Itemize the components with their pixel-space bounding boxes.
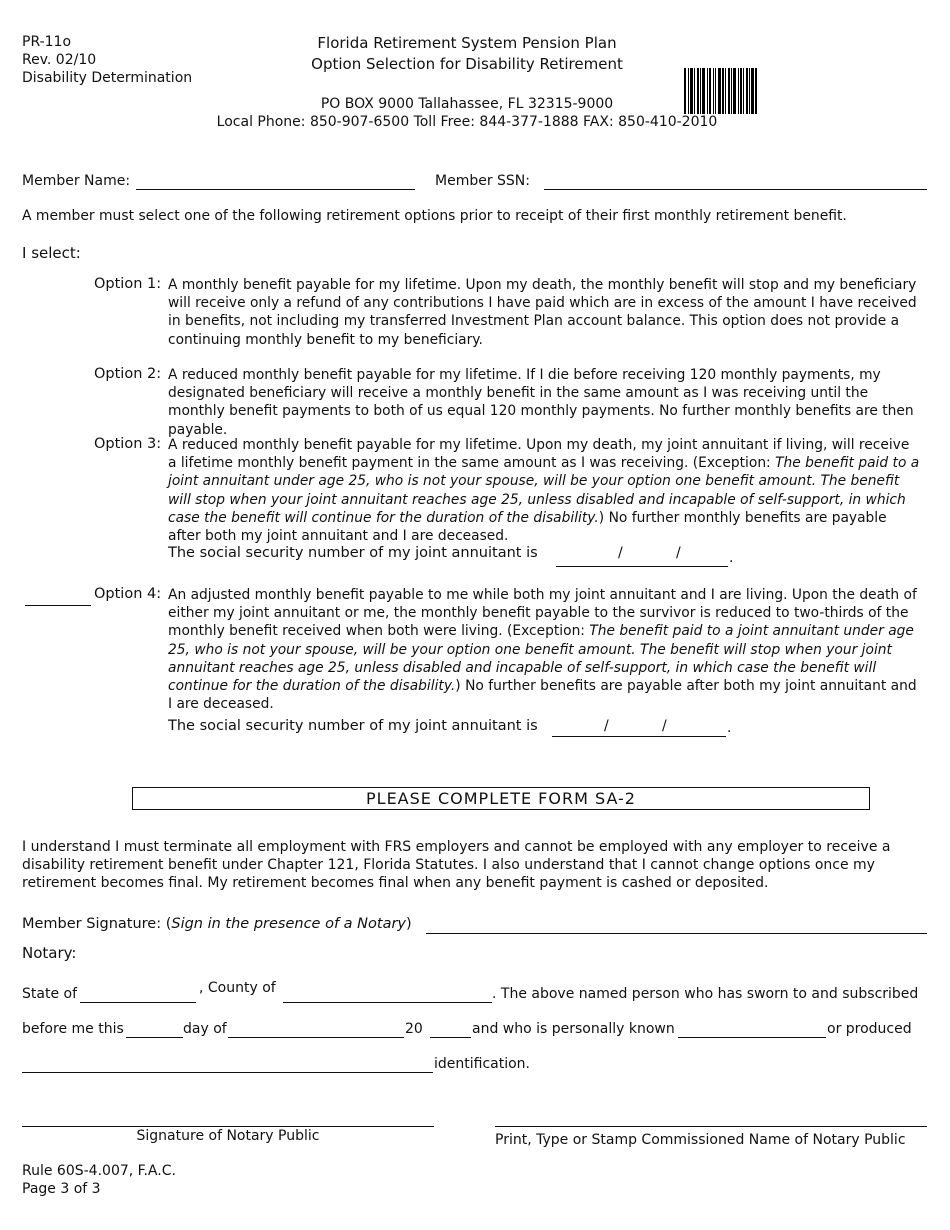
intro-text: A member must select one of the following retirement options prior to receipt of their first monthly retirement benefit. [22, 208, 847, 224]
option-3-ssn-label: The social security number of my joint annuitant is [168, 545, 538, 561]
option-4-ssn-period: . [727, 720, 732, 736]
form-title: Florida Retirement System Pension Plan [317, 34, 617, 52]
option-4-text-b: ) No further benefits are payable after both my joint annuitant and I are deceased. [168, 678, 917, 713]
rule-reference: Rule 60S-4.007, F.A.C. [22, 1163, 176, 1179]
identification-field[interactable] [22, 1072, 433, 1073]
option-4-text-a: An adjusted monthly benefit payable to me while both my joint annuitant and I are living. Upon the death of either my joint annuitant or me, the monthly benefit payable to the survivor is reduced to two-thirds of the monthly benefit received when both were living. (Exception: [168, 587, 917, 640]
identification-label: identification. [434, 1056, 531, 1072]
member-name-label: Member Name: [22, 173, 131, 189]
notary-name-field[interactable] [495, 1126, 927, 1127]
notary-label: Notary: [22, 944, 77, 962]
state-field[interactable] [80, 1002, 196, 1003]
employment-statement: I understand I must terminate all employment with FRS employers and cannot be employed with any employer to receive a disability retirement benefit under Chapter 121, Florida Statutes. I also understand that I cannot change options once my retirement becomes final. My retirement becomes final when any benefit payment is cashed or deposited. [22, 839, 891, 892]
option-3-ssn-field[interactable] [556, 566, 728, 567]
option-4-ssn-field[interactable] [552, 736, 726, 737]
select-label: I select: [22, 244, 81, 262]
month-field[interactable] [228, 1037, 404, 1038]
notary-name-caption: Print, Type or Stamp Commissioned Name of Notary Public [495, 1132, 906, 1148]
day-of-label: day of [183, 1021, 227, 1037]
member-signature-label-text: Member Signature: ( [22, 916, 172, 932]
phone-numbers: Local Phone: 850-907-6500 Toll Free: 844-377-1888 FAX: 850-410-2010 [216, 114, 718, 130]
option-1-label: Option 1: [94, 276, 162, 292]
barcode-graphic [684, 68, 770, 114]
state-of-label: State of [22, 986, 78, 1002]
member-signature-note: Sign in the presence of a Notary [171, 916, 406, 932]
option-1-text: A monthly benefit payable for my lifetime. Upon my death, the monthly benefit will stop and my beneficiary will receive only a refund of any contributions I have paid which are in excess of the amount I have received in benefits, not including my transferred Investment Plan account balance. This option does not provide a continuing monthly benefit to my beneficiary. [168, 277, 917, 348]
day-field[interactable] [126, 1037, 183, 1038]
year-prefix: 20 [405, 1021, 423, 1037]
option-4-ssn-slash-1: / [604, 718, 609, 734]
personally-known-label: and who is personally known [472, 1021, 675, 1037]
form-category: Disability Determination [22, 70, 193, 86]
sworn-text: . The above named person who has sworn to and subscribed [492, 986, 919, 1002]
mailing-address: PO BOX 9000 Tallahassee, FL 32315-9000 [320, 96, 614, 112]
option-3-ssn-slash-1: / [618, 545, 623, 561]
sa2-notice-box: PLEASE COMPLETE FORM SA-2 [132, 787, 870, 810]
option-2-text: A reduced monthly benefit payable for my lifetime. If I die before receiving 120 monthly payments, my designated beneficiary will receive a monthly benefit in the same amount as I was receiving until the monthly benefit payments to both of us equal 120 monthly payments. No further monthly benefits are then payable. [168, 367, 914, 438]
option-2-label: Option 2: [94, 366, 162, 382]
notary-signature-field[interactable] [22, 1126, 434, 1127]
member-name-field[interactable] [136, 189, 415, 190]
option-3-ssn-slash-2: / [676, 545, 681, 561]
member-signature-label-close: ) [406, 916, 412, 932]
county-of-label: , County of [199, 980, 276, 996]
option-select-blank[interactable] [25, 605, 91, 606]
member-ssn-field[interactable] [544, 189, 927, 190]
option-4-text [168, 586, 920, 713]
form-subtitle: Option Selection for Disability Retirement [311, 55, 623, 73]
year-field[interactable] [430, 1037, 471, 1038]
option-3-exception: The benefit paid to a joint annuitant under age 25, who is not your spouse, will be your option one benefit amount. The benefit will stop when your joint annuitant reaches age 25, unless disabled and incapable of self-support, in which case the benefit will continue for the duration of the disability. [168, 455, 920, 526]
option-4-exception: The benefit paid to a joint annuitant under age 25, who is not your spouse, will be your option one benefit amount. The benefit will stop when your joint annuitant reaches age 25, unless disabled and incapable of self-support, in which case the benefit will continue for the duration of the disability. [168, 623, 914, 695]
county-field[interactable] [283, 1002, 492, 1003]
option-4-ssn-slash-2: / [662, 718, 667, 734]
option-3-label: Option 3: [94, 436, 162, 452]
member-ssn-label: Member SSN: [435, 173, 530, 189]
member-signature-field[interactable] [426, 933, 927, 934]
option-3-text-b: ) No further monthly benefits are payable after both my joint annuitant and I are deceased. [168, 509, 887, 545]
form-code: PR-11o [22, 34, 72, 50]
or-produced-label: or produced [827, 1021, 912, 1037]
option-4-ssn-label: The social security number of my joint annuitant is [168, 718, 538, 734]
before-me-label: before me this [22, 1021, 124, 1037]
member-signature-label [22, 916, 412, 932]
personally-known-field[interactable] [678, 1037, 826, 1038]
option-3-text [168, 436, 920, 545]
option-3-text-a: A reduced monthly benefit payable for my lifetime. Upon my death, my joint annuitant if living, will receive a lifetime monthly benefit payment in the same amount as I was receiving. (Exception: [168, 437, 910, 472]
notary-signature-caption: Signature of Notary Public [136, 1128, 320, 1144]
page-number: Page 3 of 3 [22, 1181, 101, 1197]
option-3-ssn-period: . [729, 550, 734, 566]
option-4-label: Option 4: [94, 586, 162, 602]
form-revision: Rev. 02/10 [22, 52, 97, 68]
